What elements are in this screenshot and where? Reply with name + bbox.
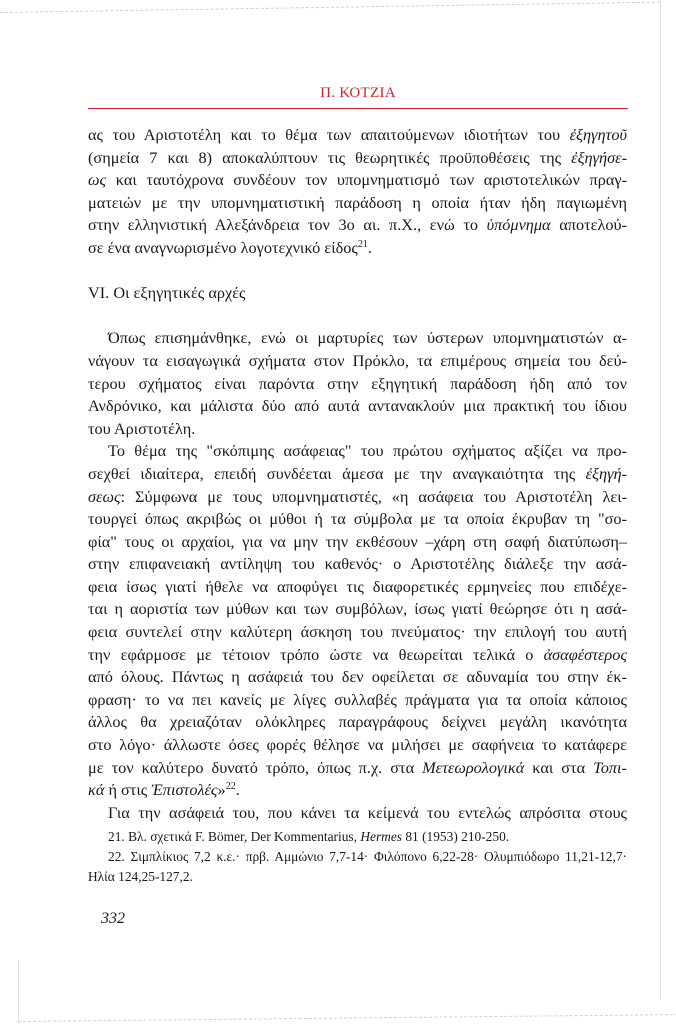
- text-line: σε ένα αναγνωρισμένο λογοτεχνικό είδος$^{21}$.: [88, 237, 372, 257]
- text-line: με τον καλύτερο δυνατό τρόπο, όπως π.χ. στα Μετεωρολογικά και στα Τοπι-: [88, 757, 627, 777]
- text-line: σεχθεί ιδιαίτερα, επειδή συνδέεται άμεσα με την αναγκαιότητα της ἐξηγή-: [88, 463, 627, 483]
- text-line: από όλους. Πάντως η ασάφειά του δεν οφείλεται σε αδυναμία του στην έκ-: [88, 667, 627, 687]
- scan-edge-top: [0, 2, 660, 13]
- footnote-22: 22. Σιμπλίκιος 7,2 κ.ε.· πρβ. Αμμώνιο 7,7-14· Φιλόπονο 6,22-28· Ολυμπιόδωρο 11,21-12,7·: [108, 849, 627, 864]
- text-line: του Αριστοτέλη.: [88, 418, 196, 438]
- text-line: σεως: Σύμφωνα με τους υπομνηματιστές, «η ασάφεια του Αριστοτέλη λει-: [88, 486, 627, 506]
- text-line: φραση· το να πει κανείς με λίγες συλλαβές πράγματα για τα οποία κάποιος: [88, 689, 627, 709]
- footnote-21: 21. Βλ. σχετικά F. Bömer, Der Kommentarius, Hermes 81 (1953) 210-250.: [108, 829, 510, 844]
- text-line: ως και ταυτόχρονα συνδέουν τον υπομνηματισμό των αριστοτελικών πραγ-: [88, 170, 627, 190]
- text-line: Ανδρόνικο, και μάλιστα δύο από αυτά αντανακλούν μια πρακτική του ίδιου: [88, 396, 627, 416]
- text-line: φεια συντελεί στην καλύτερη άσκηση του πνεύματος· την επιλογή του αυτή: [88, 622, 627, 642]
- text-line: Για την ασάφειά του, που κάνει τα κείμενά του εντελώς απρόσιτα στους: [108, 802, 627, 822]
- text-line: ματειών με την υπομνηματιστική παράδοση η οποία ήταν ήδη παγιωμένη: [88, 192, 627, 212]
- page-number: 332: [101, 910, 125, 927]
- text-line: φία" τους οι αρχαίοι, για να μην την εκθέσουν –χάρη στη σαφή διατύπωση–: [88, 531, 627, 551]
- text-line: στο λόγο· άλλωστε όσες φορές θέλησε να μιλήσει με σαφήνεια το κατάφερε: [88, 735, 627, 755]
- text-line: νάγουν τα εισαγωγικά σχήματα στον Πρόκλο, τα επιμέρους σημεία του δεύ-: [88, 350, 627, 370]
- text-line: Όπως επισημάνθηκε, ενώ οι μαρτυρίες των ύστερων υπομνηματιστών α-: [108, 328, 627, 348]
- scan-edge-bottom: [18, 1014, 676, 1022]
- footnote-ref-21[interactable]: 21: [357, 238, 368, 250]
- footnote-ref-22[interactable]: 22: [225, 781, 236, 793]
- footnotes: [88, 827, 627, 887]
- text-line: κά ή στις Ἐπιστολές»$^{22}$.: [88, 780, 240, 800]
- scan-edge-left: [18, 960, 19, 1024]
- text-line: ας του Αριστοτέλη και το θέμα των απαιτούμενων ιδιοτήτων του ἐξηγητοῦ: [88, 125, 627, 144]
- text-line: ται η αοριστία των μύθων και των συμβόλων, ίσως γιατί θεώρησε ότι η ασά-: [88, 599, 627, 619]
- running-head: Π. ΚΟΤΖΙΑ: [320, 85, 396, 101]
- text-line: (σημεία 7 και 8) αποκαλύπτουν τις θεωρητικές προϋποθέσεις της ἐξηγήσε-: [88, 147, 627, 167]
- header-rule: [88, 108, 628, 109]
- scan-edge-right: [660, 0, 661, 1000]
- text-line: στην ελληνιστική Αλεξάνδρεια τον 3ο αι. π.Χ., ενώ το ὑπόμνημα αποτελού-: [88, 215, 627, 235]
- text-line: τουργεί όπως ακριβώς οι μύθοι ή τα σύμβολα με τα οποία έκρυβαν τη "σο-: [88, 509, 627, 529]
- text-line: την εφάρμοσε με τέτοιον τρόπο ώστε να θεωρείται τελικά ο ἀσαφέστερος: [88, 644, 627, 664]
- text-line: Το θέμα της "σκόπιμης ασάφειας" του πρώτου σχήματος αξίζει να προ-: [108, 441, 627, 461]
- text-line: στην επιφανειακή αντίληψη του καθενός· ο Αριστοτέλης διάλεξε την ασά-: [88, 554, 627, 574]
- text-line: τερου σχήματος είναι παρόντα στην εξηγητική παράδοση ήδη από τον: [88, 373, 627, 393]
- text-line: φεια ίσως γιατί ήθελε να αποφύγει τις διαφορετικές ερμηνείες που επιδέχε-: [88, 576, 627, 596]
- main-text: [88, 124, 627, 824]
- footnote-22-cont: Ηλία 124,25-127,2.: [88, 869, 193, 884]
- text-line: άλλος θα χρειαζόταν ολόκληρες παραγράφους δείχνει μεγάλη ικανότητα: [88, 712, 627, 732]
- section-heading: VI. Οι εξηγητικές αρχές: [88, 283, 246, 303]
